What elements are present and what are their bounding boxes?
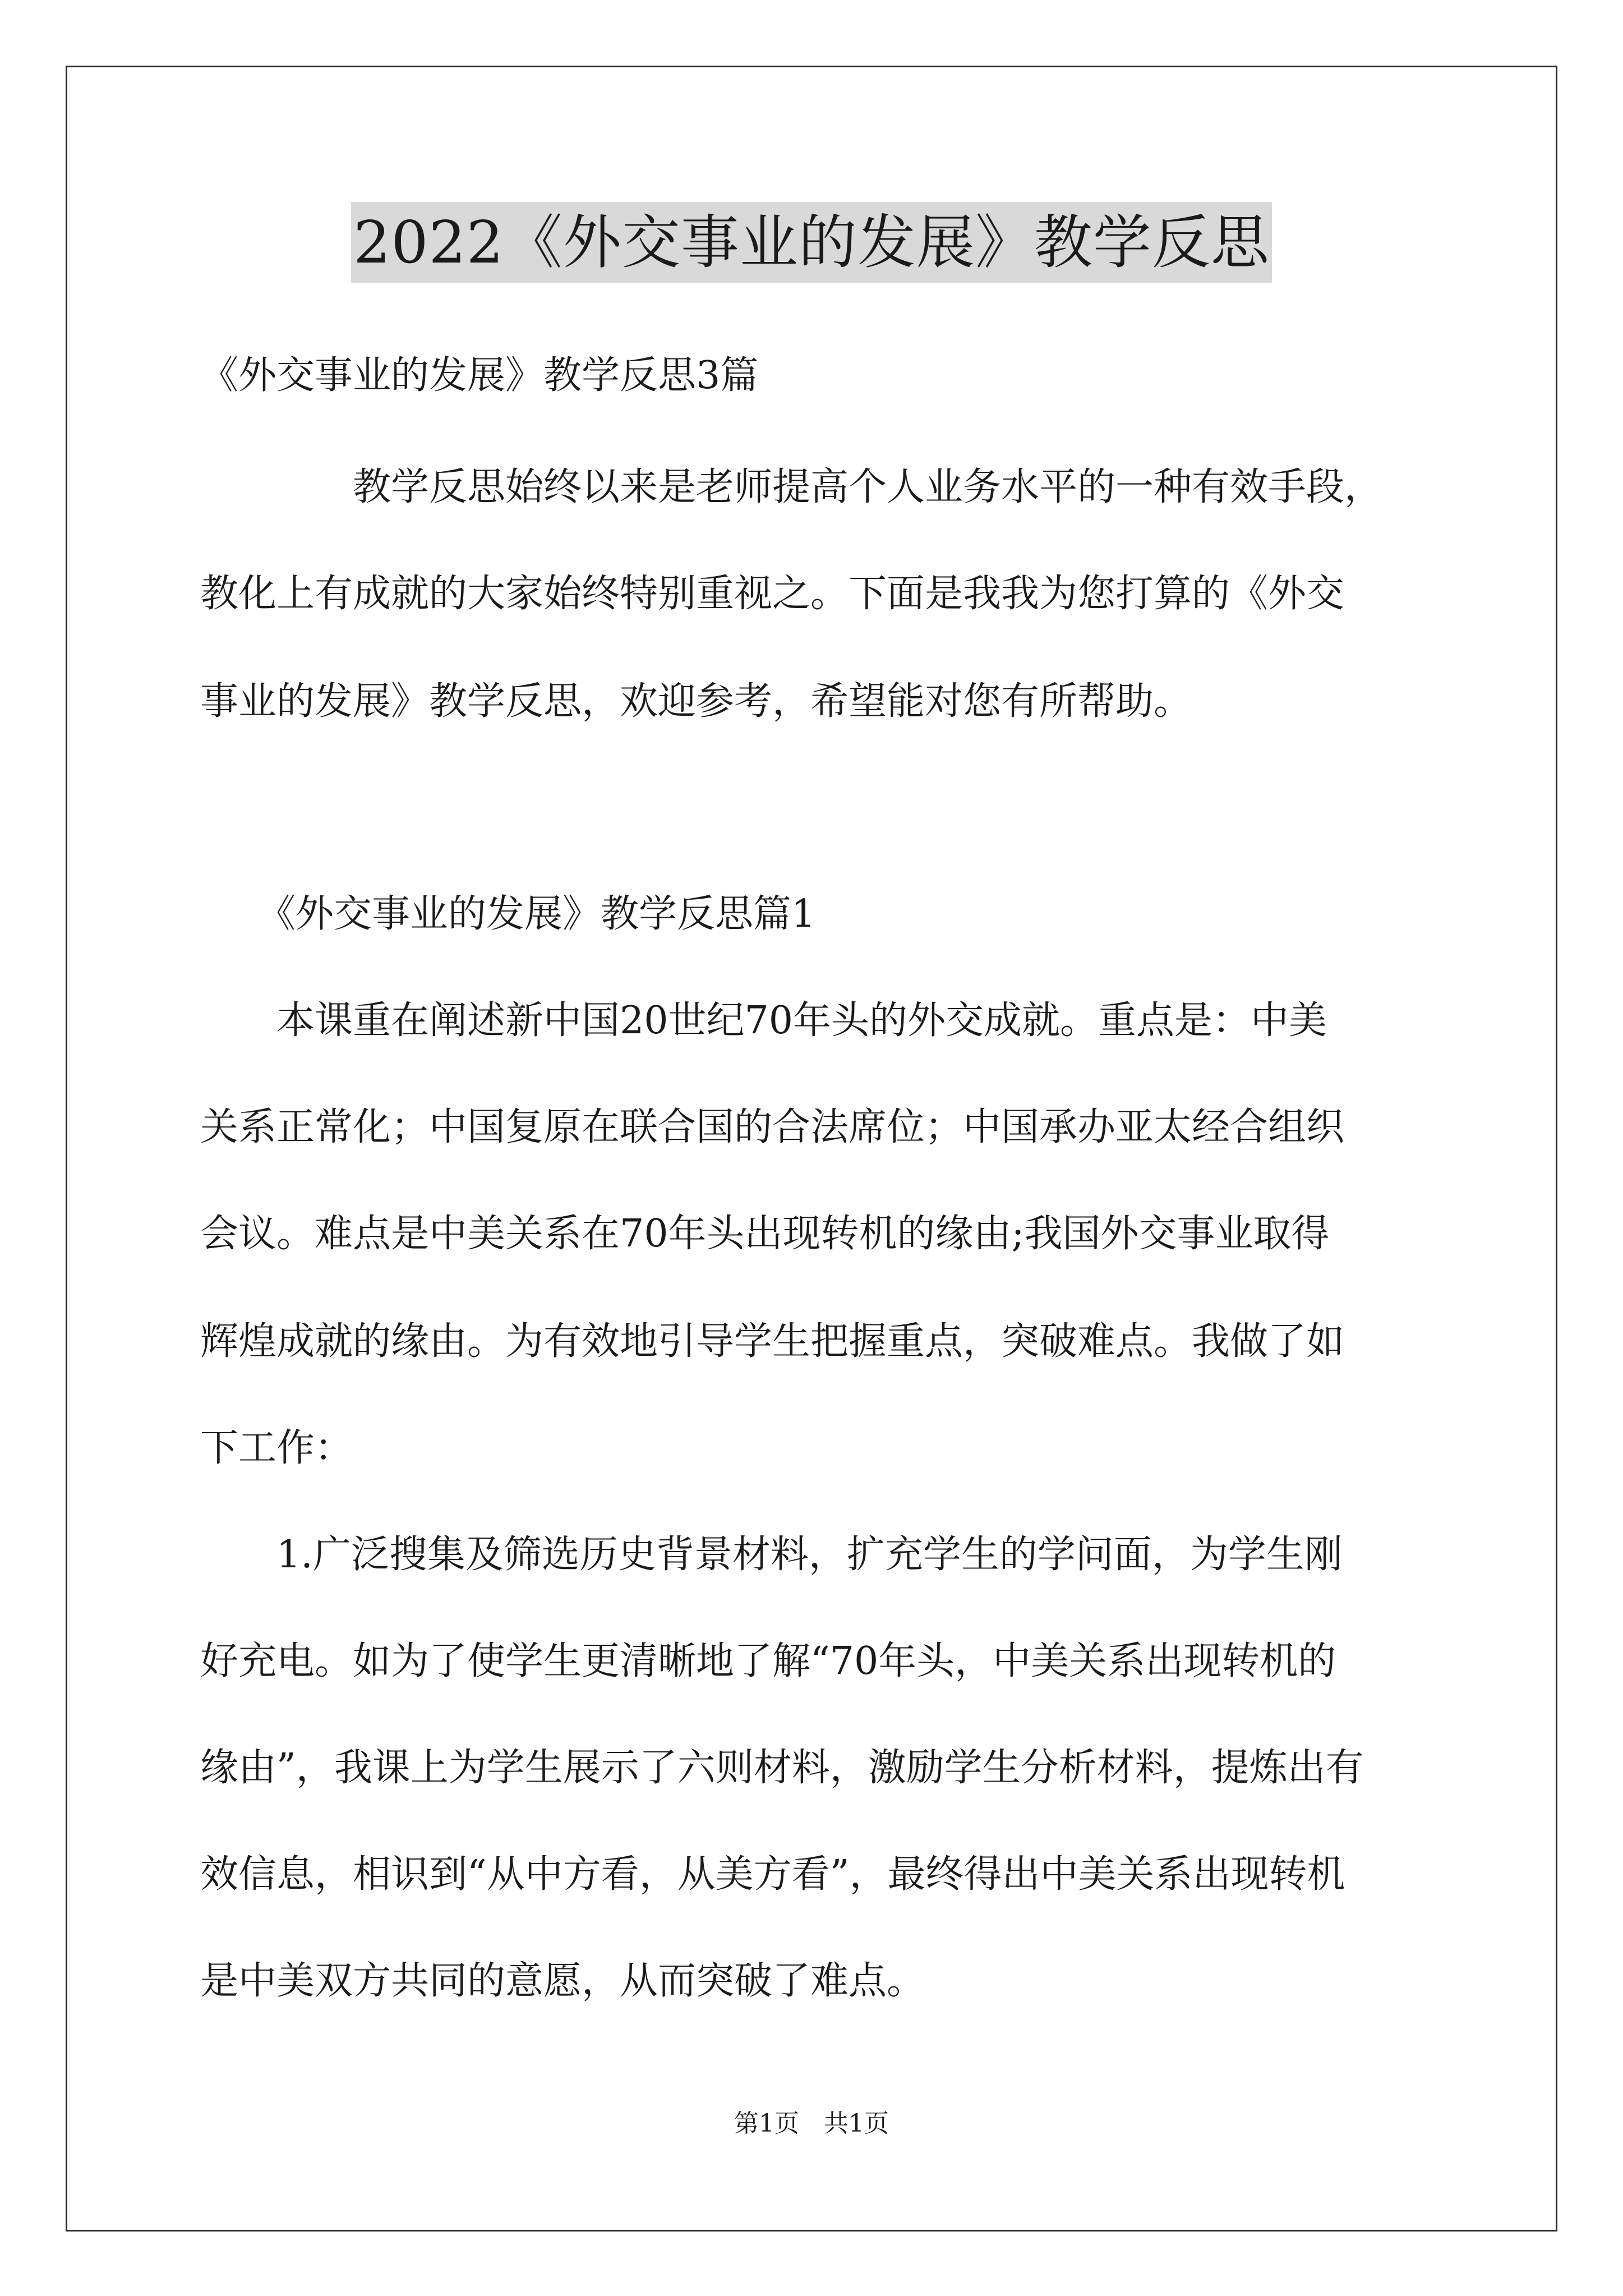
body-line: 1.广泛搜集及筛选历史背景材料，扩充学生的学问面，为学生刚 — [200, 1533, 1343, 1577]
body-line: 本课重在阐述新中国20世纪70年头的外交成就。重点是：中美 — [200, 999, 1327, 1043]
body-line: 好充电。如为了使学生更清晰地了解“70年头，中美关系出现转机的 — [200, 1639, 1336, 1683]
page-footer — [0, 2107, 1623, 2141]
document-title: 2022《外交事业的发展》教学反思 — [351, 202, 1272, 283]
body-line: 关系正常化；中国复原在联合国的合法席位；中国承办亚太经合组织 — [200, 1105, 1345, 1149]
subtitle-line: 《外交事业的发展》教学反思3篇 — [200, 353, 759, 398]
body-line: 下工作： — [200, 1426, 353, 1470]
body-line: 教学反思始终以来是老师提高个人业务水平的一种有效手段， — [200, 465, 1383, 509]
body-line: 是中美双方共同的意愿，从而突破了难点。 — [200, 1959, 925, 2003]
section-heading: 《外交事业的发展》教学反思篇1 — [200, 892, 816, 936]
body-line: 效信息，相识到“从中方看，从美方看”，最终得出中美关系出现转机 — [200, 1852, 1345, 1897]
body-line: 缘由”，我课上为学生展示了六则材料，激励学生分析材料，提炼出有 — [200, 1746, 1364, 1790]
page-number: 第1页 共1页 — [734, 2109, 889, 2138]
body-line: 事业的发展》教学反思，欢迎参考，希望能对您有所帮助。 — [200, 679, 1192, 724]
body-line: 教化上有成就的大家始终特别重视之。下面是我我为您打算的《外交 — [200, 572, 1345, 616]
body-line: 会议。难点是中美关系在70年头出现转机的缘由;我国外交事业取得 — [200, 1212, 1330, 1256]
body-line: 辉煌成就的缘由。为有效地引导学生把握重点，突破难点。我做了如 — [200, 1319, 1345, 1364]
title-container — [0, 202, 1623, 283]
